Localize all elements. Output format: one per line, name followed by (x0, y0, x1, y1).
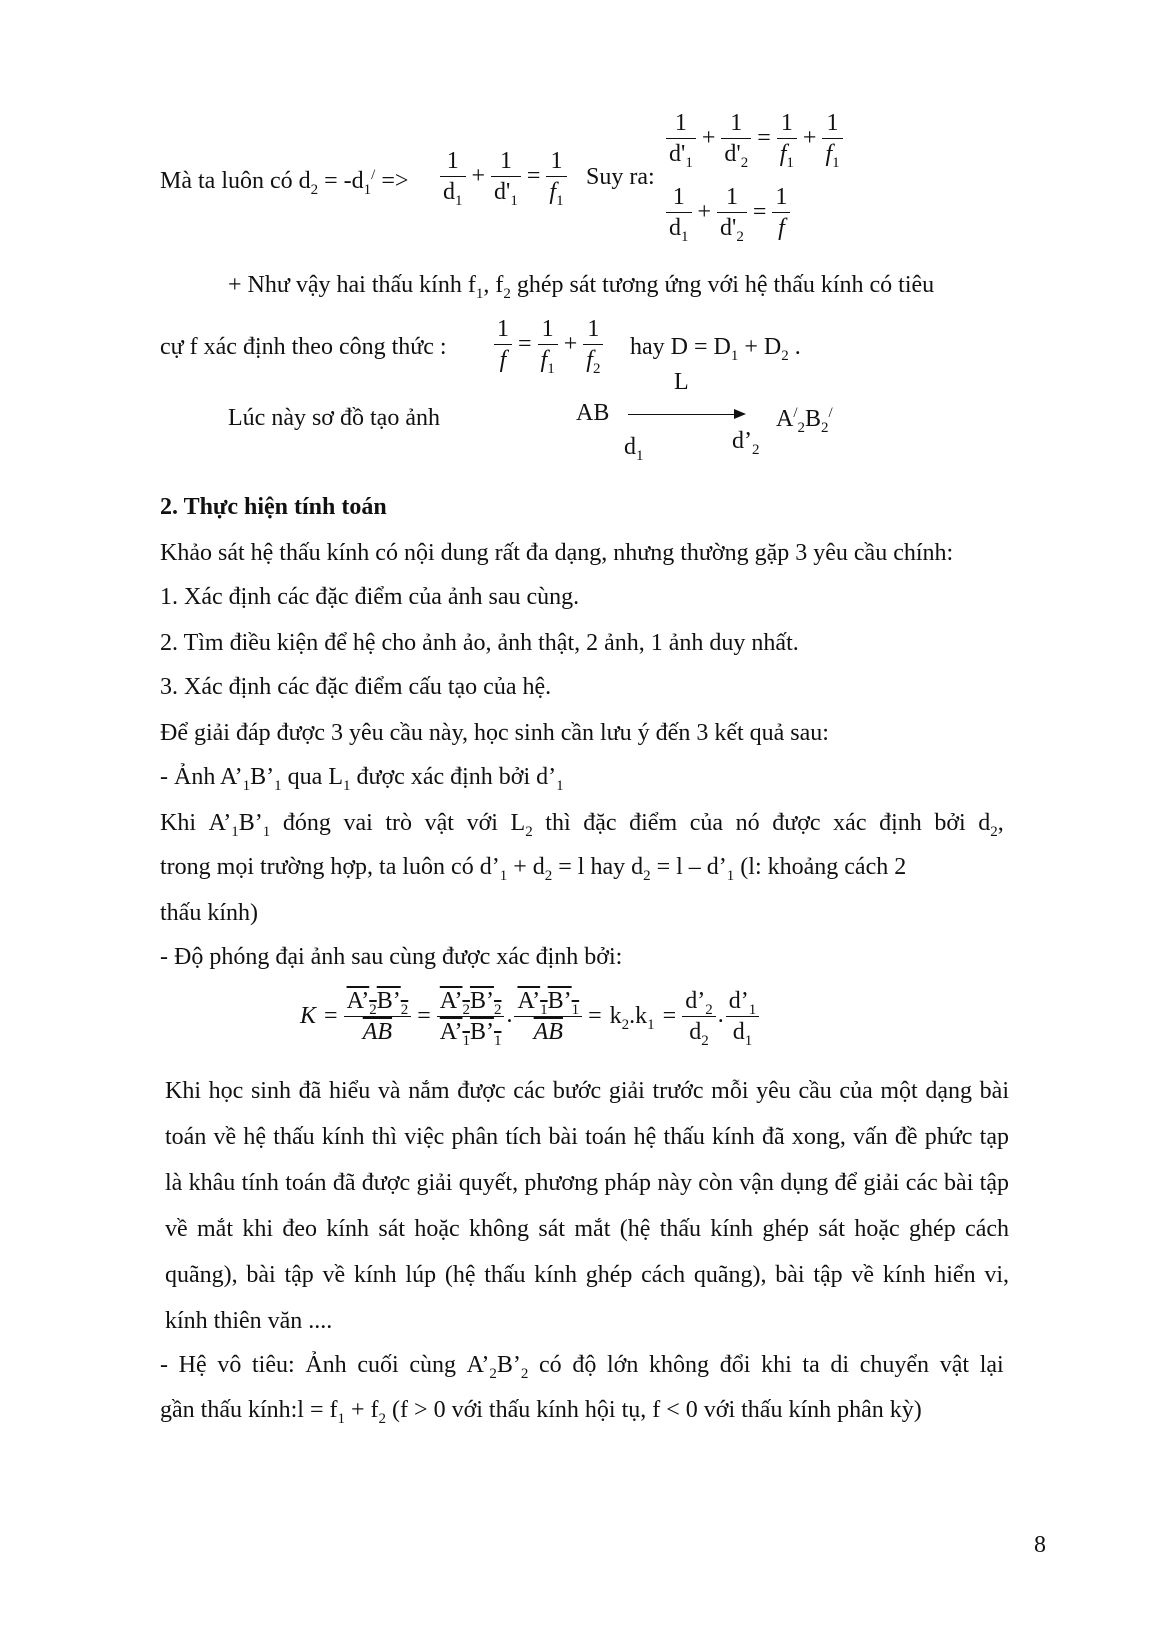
lens-label: L (674, 369, 689, 395)
distance-d2-prime: $d’_2$ (732, 428, 760, 458)
list-item: 3. Xác định các đặc điểm cấu tạo của hệ. (160, 674, 552, 700)
superscript: / (371, 167, 376, 183)
section-intro: Khảo sát hệ thấu kính có nội dung rất đa dạng, nhưng thường gặp 3 yêu cầu chính: (160, 540, 954, 566)
image-label: $A^/_2B_2^/$ (776, 405, 833, 436)
list-item: 2. Tìm điều kiện để hệ cho ảnh ảo, ảnh thật, 2 ảnh, 1 ảnh duy nhất. (160, 630, 799, 656)
bullet-magnification: - Độ phóng đại ảnh sau cùng được xác định bởi: (160, 944, 623, 970)
intro-text: = -d (318, 168, 364, 194)
diagram-arrow-shaft (628, 414, 736, 415)
para-role-line2: trong mọi trường hợp, ta luôn có $d’_1 + d_2 = l$ hay $d_2 = l$ – $d’_1$ (l: khoảng cách 2 (160, 854, 907, 884)
para-role-line1: Khi $A’_1B’_1$ đóng vai trò vật với $L_2$ thì đặc điểm của nó được xác định bởi $d_2$, (160, 810, 1004, 840)
fraction: $\frac{A’_2B’_2}{A’_1B’_1}$ (437, 986, 505, 1047)
bullet-afocal-line1: - Hệ vô tiêu: Ảnh cuối cùng $A’_2B’_2$ có độ lớn không đổi khi ta di chuyển vật lại (160, 1352, 1004, 1382)
suy-ra-label: Suy ra: (586, 164, 655, 190)
power-sum: hay $D = D_1 + D_2$ . (630, 334, 801, 364)
bullet-image-1: - Ảnh $A’_1B’_1$ qua $L_1$ được xác định bởi $d’_1$ (160, 764, 564, 794)
diagram-label: Lúc này sơ đồ tạo ảnh (228, 405, 440, 431)
magnification-formula: K = $\frac{A’_2B’_2}{AB}$ = $\frac{A’_2B’_2}{A’_1B’_1}$ . $\frac{A’_1B’_1}{AB}$ = $k_2.k_1$ = $\frac{d’_2}{d_2}$ . $\frac{d’_1}{d_1}$ (296, 986, 761, 1047)
fraction: $\frac{1}{d_1}$ (440, 146, 466, 207)
para-lens-combo-line1: + Như vậy hai thấu kính $f_1$, $f_2$ ghép sát tương ứng với hệ thấu kính có tiêu (228, 272, 935, 302)
system-row-2: $\frac{1}{d_1}$ + $\frac{1}{d'_2}$ = $\frac{1}{f}$ (664, 182, 792, 243)
distance-d1: $d_1$ (624, 434, 644, 464)
object-label: AB (576, 400, 610, 426)
subscript: 1 (363, 181, 372, 198)
fraction: $\frac{A’_1B’_1}{AB}$ (514, 986, 582, 1047)
fraction: $\frac{A’_2B’_2}{AB}$ (344, 986, 412, 1047)
bullet-afocal-line2: gần thấu kính:l = $f_1 + f_2$ (f > 0 với thấu kính hội tụ, f < 0 với thấu kính phân kỳ) (160, 1397, 922, 1427)
arrow-right-icon (734, 409, 746, 419)
lens-formula-1: $\frac{1}{d_1}$ + $\frac{1}{d'_1}$ = $\frac{1}{f_1}$ (438, 146, 569, 207)
fraction: $\frac{d’_1}{d_1}$ (726, 986, 760, 1047)
section-heading: 2. Thực hiện tính toán (160, 494, 387, 520)
intro-line (160, 160, 408, 196)
fraction: $\frac{1}{f_1}$ (546, 146, 566, 207)
list-item: 1. Xác định các đặc điểm của ảnh sau cùng. (160, 584, 580, 610)
fraction: $\frac{d’_2}{d_2}$ (682, 986, 716, 1047)
intro-text: => (375, 168, 409, 194)
page-number: 8 (1034, 1532, 1046, 1558)
fraction: $\frac{1}{d'_1}$ (491, 146, 521, 207)
results-intro: Để giải đáp được 3 yêu cầu này, học sinh cần lưu ý đến 3 kết quả sau: (160, 720, 829, 746)
intro-text: Mà ta luôn có d (160, 168, 311, 194)
para-lens-combo-line2: cự f xác định theo công thức : (160, 334, 447, 360)
subscript: 2 (310, 181, 319, 198)
system-row-1: $\frac{1}{d'_1}$ + $\frac{1}{d'_2}$ = $\frac{1}{f_1}$ + $\frac{1}{f_1}$ (664, 108, 845, 169)
para-role-line3: thấu kính) (160, 900, 258, 926)
summary-paragraph: Khi học sinh đã hiểu và nắm được các bước giải trước mỗi yêu cầu của một dạng bài toán về hệ thấu kính thì việc phân tích bài toán hệ thấu kính đã xong, vấn đề phức tạp là khâu tính toán đã được giải quyết, phương pháp này còn vận dụng để giải các bài tập về mắt khi đeo kính sát hoặc không sát mắt (hệ thấu kính ghép sát hoặc ghép cách quãng), bài tập về kính lúp (hệ thấu kính ghép cách quãng), bài tập về kính hiển vi, kính thiên văn .... (165, 1078, 1009, 1334)
equivalent-focal-formula: $\frac{1}{f}$ = $\frac{1}{f_1}$ + $\frac{1}{f_2}$ (492, 314, 605, 375)
